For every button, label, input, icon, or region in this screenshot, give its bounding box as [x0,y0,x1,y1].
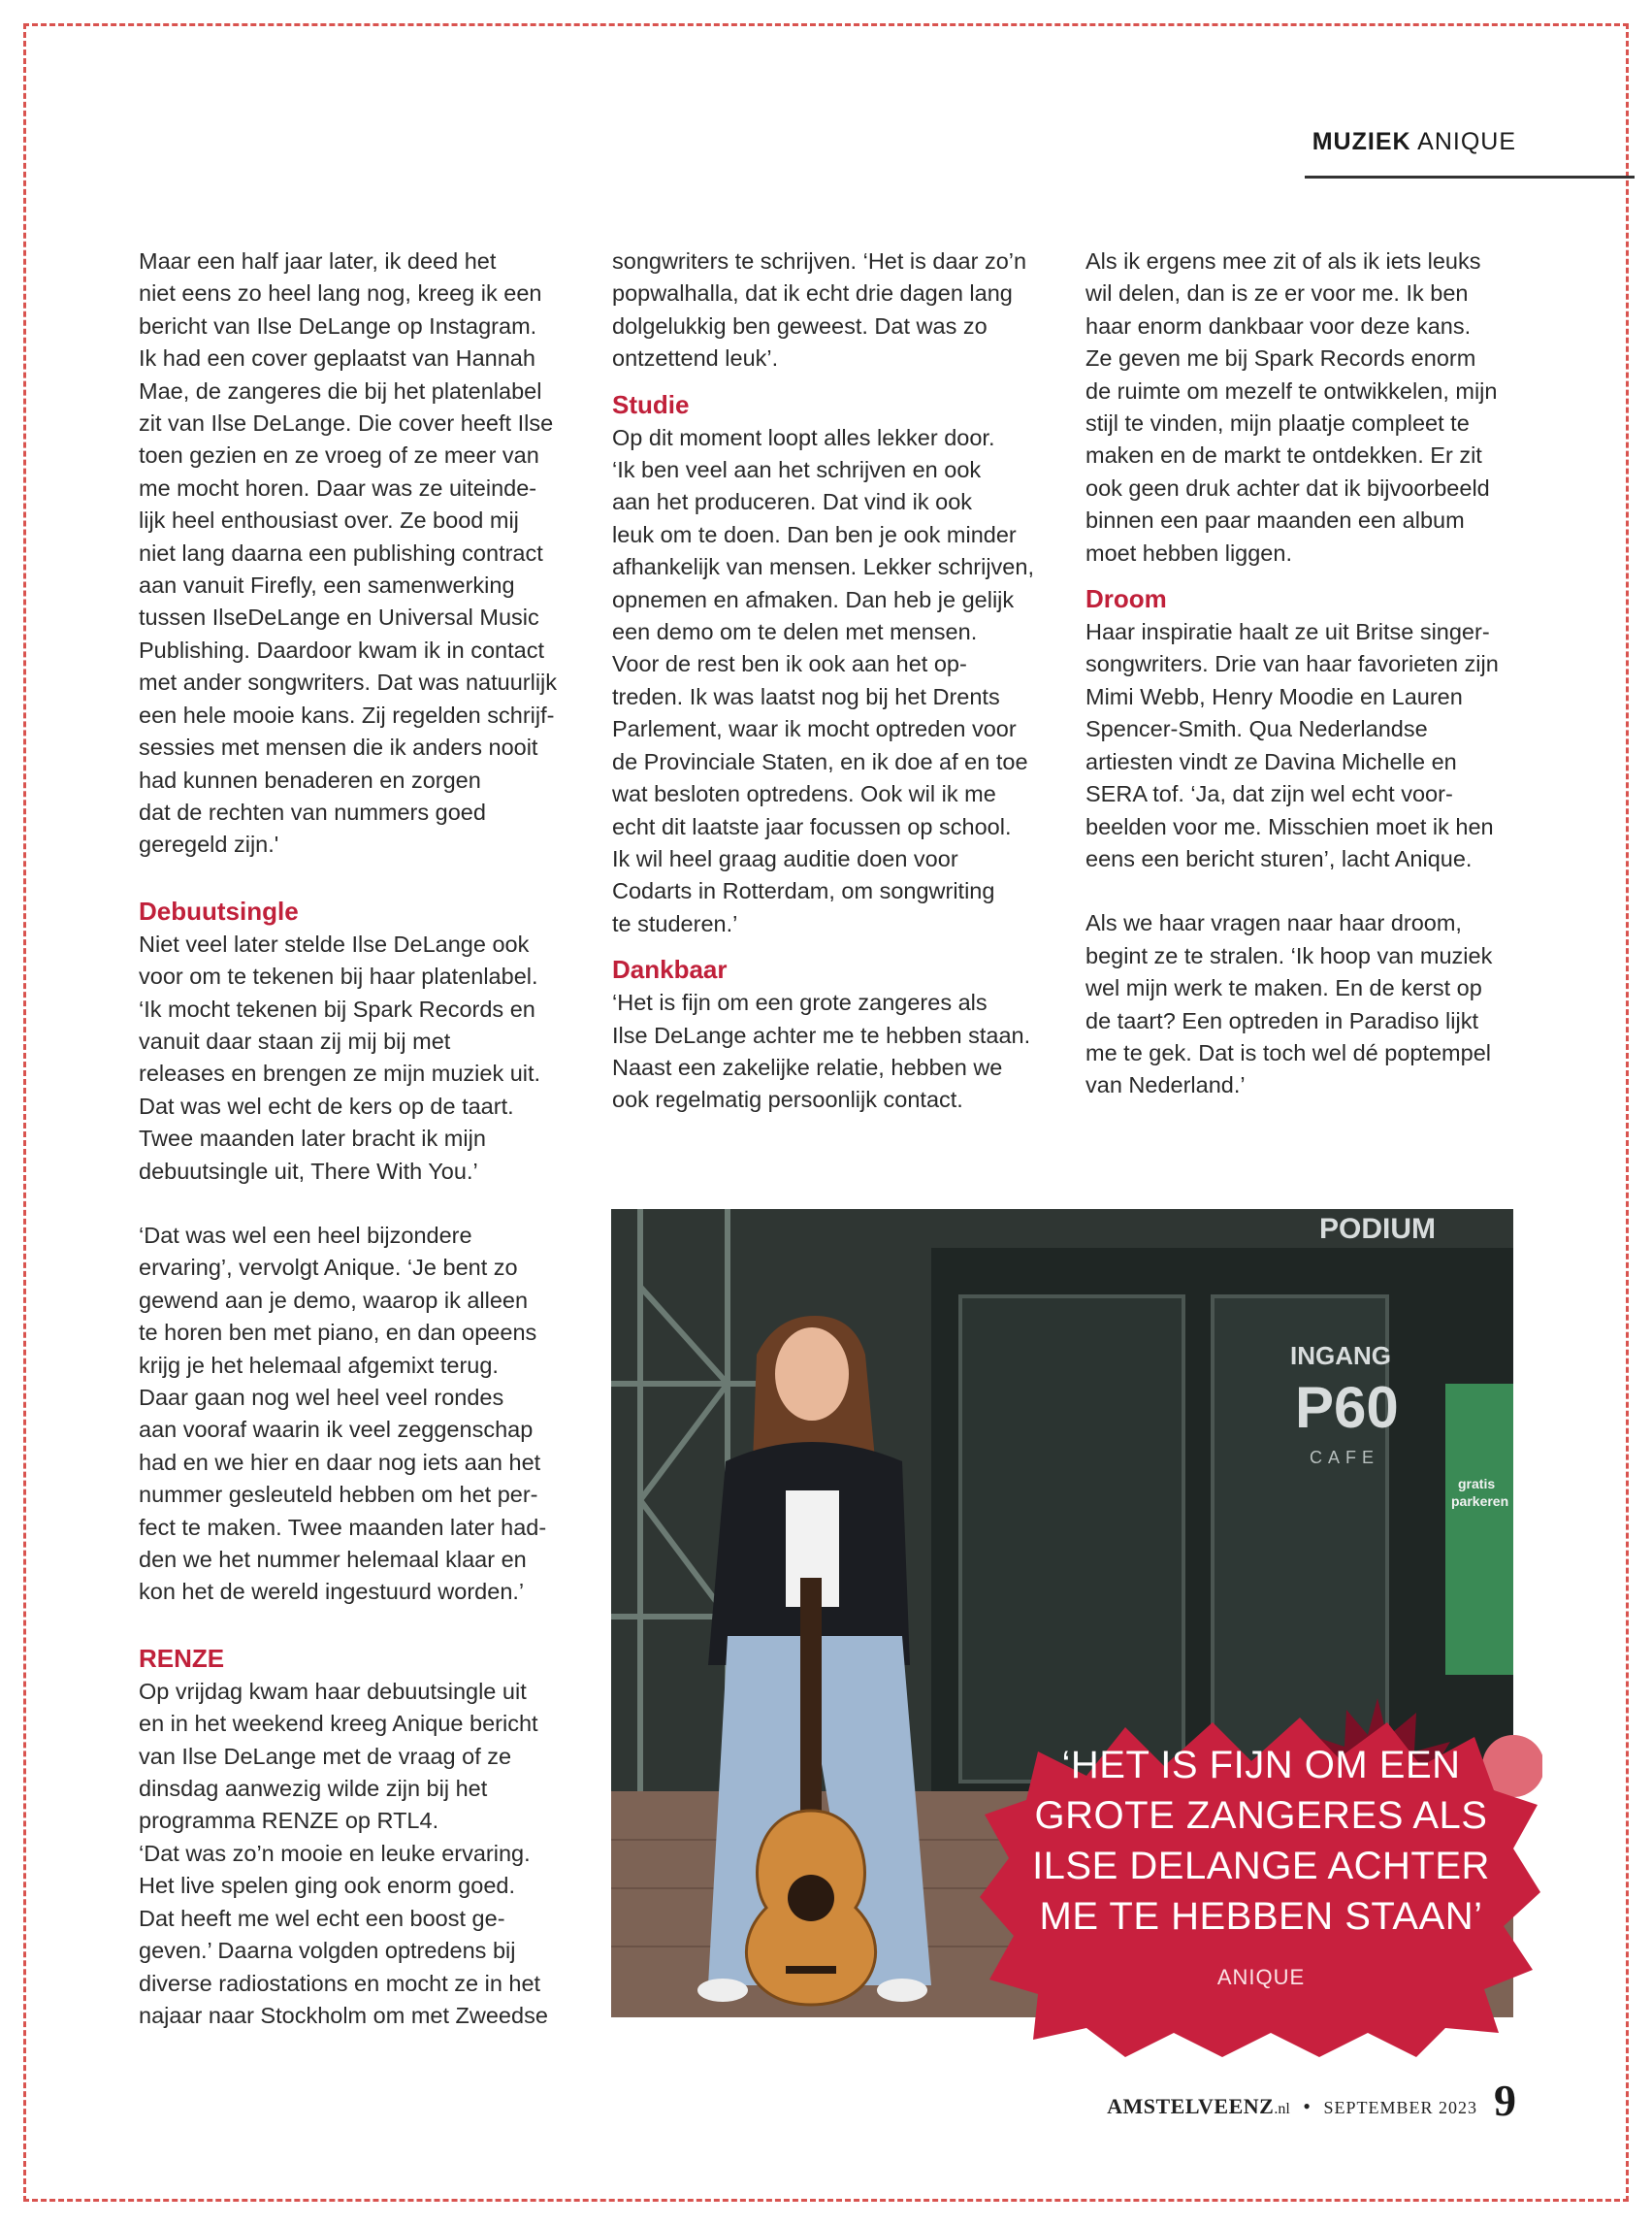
col3-paragraph-3: Als we haar vragen naar haar droom, begint ze te stralen. ‘Ik hoop van muziek wel mijn werk te maken. En de kerst op de taart? Een optreden in Paradiso lijkt me te gek. Dat is toch wel dé poptempel van Nederland.’ [1085,910,1493,1098]
col1-paragraph-4: Op vrijdag kwam haar debuutsingle uit en in het weekend kreeg Anique bericht van Ilse DeLange met de vraag of ze dinsdag aanwezig wilde zijn bij het programma RENZE op RTL4. ‘Dat was zo’n mooie en leuke ervaring. Het live spelen ging ook enorm goed. Dat heeft me wel echt een boost ge- geven.’ Daarna volgden optredens bij diverse radiostations en mocht ze in het najaar naar Stockholm om met Zweedse [139,1678,548,2028]
footer-issue: SEPTEMBER 2023 [1323,2098,1477,2117]
footer-line [1107,2094,1477,2119]
footer-brand: AMSTELVEENZ [1107,2094,1275,2118]
sign-ingang: INGANG [1290,1341,1391,1370]
col1-paragraph-2: Niet veel later stelde Ilse DeLange ook voor om te tekenen bij haar platenlabel. ‘Ik mocht tekenen bij Spark Records en vanuit daar staan zij mij bij met releases en brengen ze mijn muziek uit. Dat was wel echt de kers op de taart. Twee maanden later bracht ik mijn debuutsingle uit, There With You.’ [139,931,541,1184]
footer-brand-suffix: .nl [1274,2101,1290,2117]
sign-podium: PODIUM [1319,1213,1436,1245]
col2-paragraph-2: Op dit moment loopt alles lekker door. ‘Ik ben veel aan het schrijven en ook aan het produceren. Dat vind ik ook leuk om te doen. Dan ben je ook minder afhankelijk van mensen. Lekker schrijven, opnemen en afmaken. Dan heb je gelijk een demo om te delen met mensen. Voor de rest ben ik ook aan het op- treden. Ik was laatst nog bij het Drents Parlement, waar ik mocht optreden voor de Provinciale Staten, en ik doe af en toe wat besloten optredens. Ook wil ik me echt dit laatste jaar focussen op school. Ik wil heel graag auditie doen voor Codarts in Rotterdam, om songwriting te studeren.’ [612,424,1034,936]
col1-paragraph-3: ‘Dat was wel een heel bijzondere ervaring’, vervolgt Anique. ‘Je bent zo gewend aan je demo, waarop ik alleen te horen ben met piano, en dan opeens krijg je het helemaal afgemixt terug. Daar gaan nog wel heel veel rondes aan vooraf waarin ik veel zeggenschap had en we hier en daar nog iets aan het nummer gesleuteld hebben om het per- fect te maken. Twee maanden later had- den we het nummer helemaal klaar en kon het de wereld ingestuurd worden.’ [139,1222,547,1605]
column-3 [1085,245,1522,1102]
col3-paragraph-1: Als ik ergens mee zit of als ik iets leuks wil delen, dan is ze er voor me. Ik ben haar enorm dankbaar voor deze kans. Ze geven me bij Spark Records enorm de ruimte om mezelf te ontwikkelen, mijn stijl te vinden, mijn plaatje compleet te maken en de markt te ontdekken. Er zit ook geen druk achter dat ik bijvoorbeeld binnen een paar maanden een album moet hebben liggen. [1085,248,1498,566]
heading-dankbaar: Dankbaar [612,955,728,985]
col2-paragraph-1: songwriters te schrijven. ‘Het is daar zo’n popwalhalla, dat ik echt drie dagen lang dolgelukkig ben geweest. Dat was zo ontzettend leuk’. [612,248,1027,372]
sign-gratis: gratis [1458,1476,1496,1491]
heading-renze: RENZE [139,1643,225,1673]
section-rule [1305,176,1635,179]
sign-p60: P60 [1295,1375,1399,1440]
pull-quote-author: ANIQUE [1216,1965,1306,1989]
footer-separator: • [1303,2094,1311,2118]
pull-quote-text: ‘HET IS FIJN OM EEN GROTE ZANGERES ALS ILSE DELANGE ACHTER ME TE HEBBEN STAAN’ [1032,1744,1490,1938]
column-2 [612,245,1049,1117]
section-name: MUZIEK [1312,128,1411,155]
page-number: 9 [1494,2076,1516,2125]
heading-debuutsingle: Debuutsingle [139,896,299,926]
sign-parkeren: parkeren [1451,1493,1509,1509]
column-1 [139,245,575,2032]
heading-studie: Studie [612,389,690,419]
pull-quote [1009,1740,1513,1942]
col3-paragraph-2: Haar inspiratie haalt ze uit Britse singer- songwriters. Drie van haar favorieten zijn Mimi Webb, Henry Moodie en Lauren Spencer-Smith. Qua Nederlandse artiesten vindt ze Davina Michelle en SERA tof. ‘Ja, dat zijn wel echt voor- beelden voor me. Misschien moet ik hen eens een bericht sturen’, lacht Anique. [1085,619,1499,871]
col1-paragraph-1: Maar een half jaar later, ik deed het niet eens zo heel lang nog, kreeg ik een bericht van Ilse DeLange op Instagram. Ik had een cover geplaatst van Hannah Mae, de zangeres die bij het platenlabel zit van Ilse DeLange. Die cover heeft Ilse toen gezien en ze vroeg of ze meer van me mocht horen. Daar was ze uiteinde- lijk heel enthousiast over. Ze bood mij niet lang daarna een publishing contract aan vanuit Firefly, een samenwerking tussen IlseDeLange en Universal Music Publishing. Daardoor kwam ik in contact met ander songwriters. Dat was natuurlijk een hele mooie kans. Zij regelden schrijf- sessies met mensen die ik anders nooit had kunnen benaderen en zorgen dat de rechten van nummers goed geregeld zijn.' [139,248,558,858]
sign-cafe: CAFE [1310,1448,1380,1467]
section-label [1312,128,1516,156]
section-subject: ANIQUE [1417,128,1516,155]
col2-paragraph-3: ‘Het is fijn om een grote zangeres als Ilse DeLange achter me te hebben staan. Naast een zakelijke relatie, hebben we ook regelmatig persoonlijk contact. [612,990,1031,1113]
heading-droom: Droom [1085,584,1167,614]
